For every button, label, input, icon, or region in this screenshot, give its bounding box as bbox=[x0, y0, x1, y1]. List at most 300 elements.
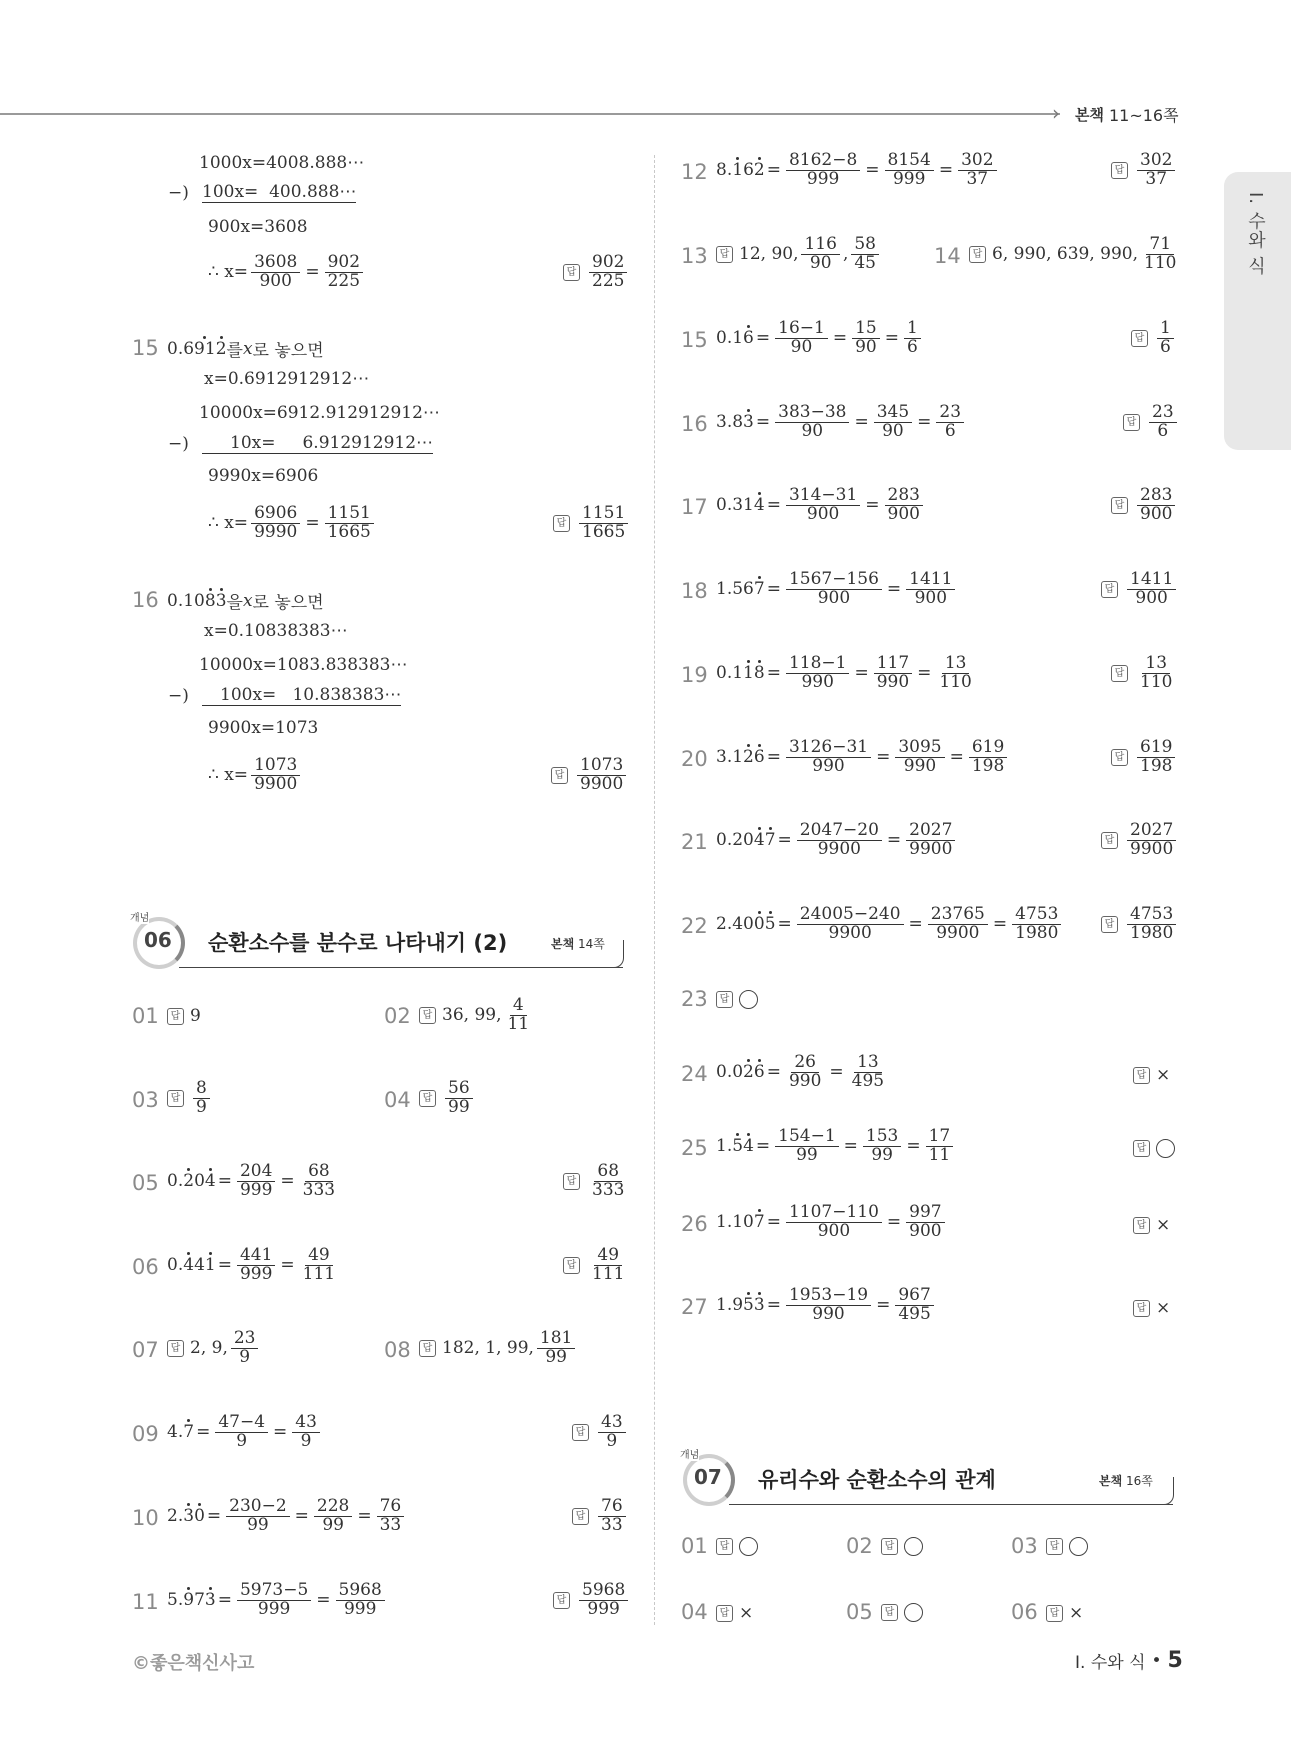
answer-mark-icon: 답 bbox=[1111, 665, 1128, 682]
fraction: $\frac{1953-19}{990}$ bbox=[786, 1287, 871, 1324]
answer-value: × bbox=[1069, 1603, 1084, 1623]
fraction: $\frac{1151}{1665}$ bbox=[325, 505, 374, 542]
repeating-digit: 5 bbox=[732, 1136, 744, 1157]
r-p12-answer bbox=[1111, 152, 1178, 189]
circle-mark-icon bbox=[1156, 1139, 1175, 1158]
fraction: $\frac{228}{99}$ bbox=[314, 1498, 352, 1535]
fraction: $\frac{23}{9}$ bbox=[231, 1330, 259, 1367]
work-line: x=0.6912912912⋯ bbox=[204, 369, 370, 389]
fraction: $\frac{71}{110}$ bbox=[1144, 234, 1177, 273]
fraction: $\frac{314-31}{900}$ bbox=[786, 487, 860, 524]
header-ref-label: 본책 bbox=[1075, 106, 1104, 124]
fraction: $\frac{43}{9}$ bbox=[598, 1414, 626, 1451]
s07-p04-answer bbox=[716, 1603, 753, 1623]
page-number: 5 bbox=[1167, 1648, 1183, 1673]
answer-mark-icon: 답 bbox=[572, 1508, 589, 1525]
section06-ref bbox=[551, 935, 605, 952]
fraction: $\frac{23}{6}$ bbox=[1149, 404, 1177, 441]
header-page-ref bbox=[1075, 103, 1179, 126]
answer-mark-icon: 답 bbox=[969, 246, 986, 263]
fraction: $\frac{154-1}{99}$ bbox=[775, 1128, 839, 1165]
r-p26-answer bbox=[1133, 1215, 1170, 1235]
r-p17-answer bbox=[1111, 487, 1178, 524]
section06-title: 순환소수를 분수로 나타내기 (2) bbox=[208, 931, 508, 955]
repeating-digit: 3 bbox=[204, 1590, 216, 1611]
answer-mark-icon: 답 bbox=[1101, 832, 1118, 849]
r-p16-answer bbox=[1123, 404, 1180, 441]
fraction: $\frac{49}{111}$ bbox=[592, 1245, 625, 1284]
answer-mark-icon: 답 bbox=[563, 1257, 580, 1274]
answer-mark-icon: 답 bbox=[167, 1008, 184, 1025]
s06-p11-answer bbox=[553, 1582, 631, 1619]
answer-mark-icon: 답 bbox=[419, 1340, 436, 1357]
answer-mark-icon: 답 bbox=[1133, 1217, 1150, 1234]
section06-ref-page: 14쪽 bbox=[578, 937, 605, 951]
answer-mark-icon: 답 bbox=[167, 1090, 184, 1107]
problem-number: 07 bbox=[132, 1338, 159, 1362]
work-line: 10000x=6912.912912912⋯ bbox=[199, 403, 440, 423]
fraction: $\frac{1151}{1665}$ bbox=[579, 505, 628, 542]
section06-underline bbox=[179, 967, 623, 968]
left15-line4 bbox=[208, 466, 318, 486]
problem-number: 16 bbox=[681, 412, 708, 436]
repeating-digit: 7 bbox=[764, 830, 776, 851]
repeating-digit: 7 bbox=[183, 1422, 195, 1443]
r-p13-answer: 답 12, 90, $\frac{116}{90}$ , $\frac{58}{45}$ bbox=[716, 236, 882, 273]
section06-header bbox=[130, 913, 627, 971]
problem-number: 25 bbox=[681, 1136, 708, 1160]
fraction: $\frac{116}{90}$ bbox=[801, 236, 839, 273]
repeating-digit: 5 bbox=[764, 914, 776, 935]
footer-chapter: I. 수와 식 bbox=[1075, 1653, 1146, 1673]
s07-p03-answer bbox=[1046, 1537, 1088, 1556]
fraction: $\frac{68}{333}$ bbox=[302, 1161, 336, 1200]
answer-mark-icon: 답 bbox=[1111, 497, 1128, 514]
fraction: $\frac{1}{6}$ bbox=[904, 320, 921, 357]
r-p14-answer bbox=[969, 236, 1182, 273]
column-divider bbox=[654, 155, 655, 1625]
repeating-digit: 3 bbox=[215, 590, 227, 611]
r-p18-answer bbox=[1101, 571, 1179, 608]
section07-ref-label: 본책 bbox=[1099, 1474, 1123, 1488]
r-p27-answer bbox=[1133, 1298, 1170, 1318]
r-p15-work: 0.1 6 = $\frac{16-1}{90}$ = $\frac{15}{90}$ = $\frac{1}{6}$ bbox=[716, 320, 924, 357]
left16-line4 bbox=[208, 718, 318, 738]
s06-p06-answer bbox=[563, 1247, 630, 1284]
repeating-digit: 3 bbox=[743, 412, 754, 433]
fraction: $\frac{15}{90}$ bbox=[852, 320, 880, 357]
answer-mark-icon: 답 bbox=[881, 1538, 898, 1555]
repeating-digit: 91 bbox=[194, 338, 216, 359]
r-p18-work: 1.56 7 = $\frac{1567-156}{900}$ = $\frac{1411}{900}$ bbox=[716, 571, 958, 608]
left15-line2 bbox=[199, 403, 440, 423]
problem-number: 01 bbox=[132, 1004, 159, 1028]
problem-number: 23 bbox=[681, 987, 708, 1011]
subtract-mark: −) bbox=[168, 685, 189, 706]
repeating-digit: 2 bbox=[743, 1062, 754, 1083]
fraction: $\frac{4753}{1980}$ bbox=[1012, 906, 1061, 943]
answer-mark-icon: 답 bbox=[716, 246, 733, 263]
s06-p10-work: 2. 3 0 = $\frac{230-2}{99}$ = $\frac{228}{99}$ = $\frac{76}{33}$ bbox=[167, 1498, 407, 1535]
left15-line5: ∴ x= $\frac{6906}{9990}$ = $\frac{1151}{1665}$ bbox=[208, 505, 377, 542]
fraction: $\frac{118-1}{990}$ bbox=[786, 655, 850, 692]
s07-p02-answer bbox=[881, 1537, 923, 1556]
r-p24-answer bbox=[1133, 1065, 1170, 1085]
fraction: $\frac{76}{33}$ bbox=[598, 1498, 626, 1535]
fraction: $\frac{230-2}{99}$ bbox=[226, 1498, 290, 1535]
s06-p05-answer bbox=[563, 1163, 630, 1200]
s06-p10-answer bbox=[572, 1498, 629, 1535]
problem-number: 21 bbox=[681, 830, 708, 854]
cont-line1 bbox=[199, 153, 364, 173]
r-p25-answer bbox=[1133, 1139, 1175, 1158]
answer-mark-icon: 답 bbox=[419, 1007, 436, 1024]
r-p27-work: 1.9 5 3 = $\frac{1953-19}{990}$ = $\frac{967}{495}$ bbox=[716, 1287, 937, 1324]
fraction: $\frac{17}{11}$ bbox=[926, 1128, 954, 1165]
repeating-digit: 1 bbox=[732, 160, 744, 181]
fraction: $\frac{283}{900}$ bbox=[885, 487, 923, 524]
answer-mark-icon: 답 bbox=[1111, 162, 1128, 179]
fraction: $\frac{68}{333}$ bbox=[592, 1161, 625, 1200]
fraction: $\frac{619}{198}$ bbox=[969, 739, 1007, 776]
answer-value: 182, 1, 99, bbox=[442, 1338, 534, 1359]
fraction: $\frac{13}{110}$ bbox=[939, 653, 972, 692]
s07-p05-answer bbox=[881, 1603, 923, 1622]
fraction: $\frac{302}{37}$ bbox=[1137, 152, 1175, 189]
circle-mark-icon bbox=[1069, 1537, 1088, 1556]
section07-header bbox=[680, 1450, 1178, 1508]
decimal-part: 0.10 bbox=[167, 590, 205, 611]
problem-number: 04 bbox=[384, 1088, 411, 1112]
fraction: $\frac{902}{225}$ bbox=[589, 254, 627, 291]
answer-value: × bbox=[739, 1603, 754, 1623]
problem-number: 03 bbox=[132, 1088, 159, 1112]
problem-number: 05 bbox=[846, 1600, 873, 1624]
left15-line3 bbox=[168, 433, 433, 454]
fraction: $\frac{3126-31}{990}$ bbox=[786, 739, 871, 776]
repeating-digit: 2 bbox=[183, 1171, 195, 1192]
section06-ref-label: 본책 bbox=[551, 937, 575, 951]
problem-number: 06 bbox=[1011, 1600, 1038, 1624]
fraction: $\frac{5968}{999}$ bbox=[579, 1582, 628, 1619]
repeating-digit: 8 bbox=[753, 663, 765, 684]
work-line: 10x= 6.912912912⋯ bbox=[202, 433, 433, 454]
repeating-digit: 7 bbox=[753, 579, 765, 600]
intro-text: 로 놓으면 bbox=[252, 341, 324, 361]
fraction: $\frac{967}{495}$ bbox=[895, 1287, 933, 1324]
fraction: $\frac{5968}{999}$ bbox=[336, 1582, 385, 1619]
cont-line2-text: 100x= 400.888⋯ bbox=[202, 182, 357, 202]
cont-line4-text: ∴ x= bbox=[208, 262, 249, 283]
repeating-digit: 6 bbox=[743, 328, 754, 349]
fraction: $\frac{3095}{990}$ bbox=[895, 739, 944, 776]
r-p19-answer bbox=[1111, 655, 1178, 692]
work-line: ∴ x= bbox=[208, 765, 249, 786]
answer-mark-icon: 답 bbox=[716, 991, 733, 1008]
answer-value: 2, 9, bbox=[190, 1338, 228, 1359]
fraction: $\frac{43}{9}$ bbox=[292, 1414, 320, 1451]
answer-value: 36, 99, bbox=[442, 1005, 502, 1026]
r-p20-answer bbox=[1111, 739, 1178, 776]
section07-ref-page: 16쪽 bbox=[1126, 1474, 1153, 1488]
answer-mark-icon: 답 bbox=[1131, 330, 1148, 347]
header-rule bbox=[0, 113, 1060, 115]
footer-dot: • bbox=[1151, 1650, 1162, 1671]
intro-text: 로 놓으면 bbox=[252, 593, 324, 613]
fraction: $\frac{23}{6}$ bbox=[936, 404, 964, 441]
s06-p07-answer bbox=[167, 1330, 261, 1367]
problem-number: 24 bbox=[681, 1062, 708, 1086]
answer-mark-icon: 답 bbox=[716, 1605, 733, 1622]
problem-number: 02 bbox=[384, 1004, 411, 1028]
repeating-digit: 4 bbox=[743, 1136, 754, 1157]
cont-line3 bbox=[208, 217, 308, 237]
fraction: $\frac{2027}{9900}$ bbox=[1127, 822, 1176, 859]
repeating-digit: 8 bbox=[204, 590, 216, 611]
answer-value: × bbox=[1156, 1298, 1171, 1318]
s06-p02-answer bbox=[419, 997, 535, 1034]
intro-text: 을 bbox=[226, 593, 243, 613]
section07-ref bbox=[1099, 1472, 1153, 1489]
circle-mark-icon bbox=[739, 990, 758, 1009]
cont-line2 bbox=[168, 182, 356, 203]
problem-number: 06 bbox=[132, 1255, 159, 1279]
fraction: $\frac{1107-110}{900}$ bbox=[786, 1204, 882, 1241]
s06-p05-work: 0. 2 0 4 = $\frac{204}{999}$ = $\frac{68}{333}$ bbox=[167, 1163, 341, 1200]
fraction: $\frac{345}{90}$ bbox=[874, 404, 912, 441]
problem-number: 27 bbox=[681, 1295, 708, 1319]
r-p26-work: 1.10 7 = $\frac{1107-110}{900}$ = $\frac{997}{900}$ bbox=[716, 1204, 948, 1241]
s07-p06-answer bbox=[1046, 1603, 1083, 1623]
answer-mark-icon: 답 bbox=[553, 515, 570, 532]
problem-number: 02 bbox=[846, 1534, 873, 1558]
problem-number: 19 bbox=[681, 663, 708, 687]
repeating-digit: 6 bbox=[753, 1062, 765, 1083]
repeating-digit: 6 bbox=[753, 747, 765, 768]
repeating-digit: 2 bbox=[215, 338, 227, 359]
work-line: x=0.10838383⋯ bbox=[204, 621, 348, 641]
work-line: 100x= 10.838383⋯ bbox=[202, 685, 401, 706]
answer-mark-icon: 답 bbox=[1133, 1067, 1150, 1084]
left16-line1 bbox=[204, 621, 348, 641]
fraction: $\frac{4753}{1980}$ bbox=[1127, 906, 1176, 943]
r-p23-answer bbox=[716, 990, 758, 1009]
r-p24-work: 0.0 2 6 = $\frac{26}{990}$ = $\frac{13}{495}$ bbox=[716, 1054, 890, 1091]
chapter-side-tab-label: I. 수와 식 bbox=[1245, 192, 1266, 276]
fraction: $\frac{283}{900}$ bbox=[1137, 487, 1175, 524]
fraction: $\frac{997}{900}$ bbox=[906, 1204, 944, 1241]
fraction: $\frac{1567-156}{900}$ bbox=[786, 571, 882, 608]
footer-chapter-group bbox=[1075, 1648, 1183, 1673]
repeating-digit: 2 bbox=[743, 747, 754, 768]
fraction: $\frac{13}{495}$ bbox=[851, 1052, 885, 1091]
cont-line1-text: 1000x=4008.888⋯ bbox=[199, 153, 365, 173]
r-p16-work: 3.8 3 = $\frac{383-38}{90}$ = $\frac{345}{90}$ = $\frac{23}{6}$ bbox=[716, 404, 967, 441]
intro-text: 를 bbox=[226, 341, 243, 361]
problem-number: 14 bbox=[934, 244, 961, 268]
r-p15-answer bbox=[1131, 320, 1177, 357]
answer-value: 12, 90, bbox=[739, 244, 799, 265]
fraction: $\frac{2027}{9900}$ bbox=[906, 822, 955, 859]
repeating-digit: 0 bbox=[753, 914, 765, 935]
answer-mark-icon: 답 bbox=[1111, 749, 1128, 766]
answer-mark-icon: 답 bbox=[1046, 1605, 1063, 1622]
fraction: $\frac{3608}{900}$ bbox=[251, 254, 300, 291]
repeating-digit: 3 bbox=[183, 1506, 195, 1527]
problem-number: 10 bbox=[132, 1506, 159, 1530]
answer-mark-icon: 답 bbox=[419, 1090, 436, 1107]
r-p21-work: 0.20 4 7 = $\frac{2047-20}{9900}$ = $\frac{2027}{9900}$ bbox=[716, 822, 958, 859]
left15-intro bbox=[167, 336, 324, 361]
r-p20-work: 3.1 2 6 = $\frac{3126-31}{990}$ = $\frac{3095}{990}$ = $\frac{619}{198}$ bbox=[716, 739, 1010, 776]
repeating-digit: 4 bbox=[753, 495, 765, 516]
r-p22-answer bbox=[1101, 906, 1179, 943]
left16-line5 bbox=[208, 757, 303, 794]
problem-number: 26 bbox=[681, 1212, 708, 1236]
fraction: $\frac{302}{37}$ bbox=[958, 152, 996, 189]
work-line: 10000x=1083.838383⋯ bbox=[199, 655, 408, 675]
section06-number: 06 bbox=[144, 928, 172, 952]
left16-line3 bbox=[168, 685, 401, 706]
answer-mark-icon: 답 bbox=[1133, 1140, 1150, 1157]
section07-tag: 개념 bbox=[680, 1446, 699, 1461]
answer-mark-icon: 답 bbox=[881, 1604, 898, 1621]
problem-number: 05 bbox=[132, 1171, 159, 1195]
answer-mark-icon: 답 bbox=[1101, 916, 1118, 933]
left15-answer bbox=[553, 505, 631, 542]
s06-p01-answer bbox=[167, 1006, 201, 1026]
s06-p09-answer bbox=[572, 1414, 629, 1451]
cont-line4: ∴ x= $\frac{3608}{900}$ = $\frac{902}{225}$ bbox=[208, 254, 366, 291]
fraction: $\frac{4}{11}$ bbox=[507, 995, 530, 1034]
fraction: $\frac{8154}{999}$ bbox=[885, 152, 934, 189]
fraction: $\frac{8162-8}{999}$ bbox=[786, 152, 860, 189]
answer-mark-icon: 답 bbox=[1133, 1300, 1150, 1317]
fraction: $\frac{5973-5}{999}$ bbox=[237, 1582, 311, 1619]
s06-p06-work: 0. 4 4 1 = $\frac{441}{999}$ = $\frac{49}{111}$ bbox=[167, 1247, 341, 1284]
problem-number: 12 bbox=[681, 160, 708, 184]
decimal-part: 0.6 bbox=[167, 338, 195, 359]
repeating-digit: 4 bbox=[753, 830, 765, 851]
fraction: $\frac{1411}{900}$ bbox=[906, 571, 955, 608]
answer-mark-icon: 답 bbox=[563, 264, 580, 281]
answer-mark-icon: 답 bbox=[551, 767, 568, 784]
problem-number: 18 bbox=[681, 579, 708, 603]
repeating-digit: 2 bbox=[753, 160, 765, 181]
s07-p01-answer bbox=[716, 1537, 758, 1556]
answer-mark-icon: 답 bbox=[1046, 1538, 1063, 1555]
cont-answer bbox=[563, 254, 630, 291]
variable: x bbox=[242, 590, 253, 611]
s06-p09-work: 4. 7 = $\frac{47-4}{9}$ = $\frac{43}{9}$ bbox=[167, 1414, 323, 1451]
header-arrow-icon: › bbox=[1052, 101, 1060, 125]
footer-brand: ©좋은책신사고 bbox=[132, 1653, 255, 1674]
fraction: $\frac{8}{9}$ bbox=[193, 1080, 210, 1117]
circle-mark-icon bbox=[904, 1603, 923, 1622]
subtract-mark: −) bbox=[168, 433, 189, 454]
problem-number: 11 bbox=[132, 1590, 159, 1614]
repeating-digit: 3 bbox=[753, 1295, 765, 1316]
left15-line1 bbox=[204, 369, 369, 389]
fraction: $\frac{902}{225}$ bbox=[325, 254, 363, 291]
problem-number: 04 bbox=[681, 1600, 708, 1624]
r-p19-work: 0.1 1 8 = $\frac{118-1}{990}$ = $\frac{117}{990}$ = $\frac{13}{110}$ bbox=[716, 655, 978, 692]
problem-number: 16 bbox=[132, 588, 159, 612]
answer-value: × bbox=[1156, 1065, 1171, 1085]
section07-number: 07 bbox=[694, 1465, 722, 1489]
fraction: $\frac{47-4}{9}$ bbox=[215, 1414, 268, 1451]
answer-mark-icon: 답 bbox=[1101, 581, 1118, 598]
repeating-digit: 1 bbox=[743, 663, 754, 684]
fraction: $\frac{1}{6}$ bbox=[1157, 320, 1174, 357]
repeating-digit: 4 bbox=[183, 1255, 195, 1276]
fraction: $\frac{153}{99}$ bbox=[863, 1128, 901, 1165]
section07-underline bbox=[729, 1504, 1173, 1505]
work-line: ∴ x= bbox=[208, 513, 249, 534]
s06-p08-answer bbox=[419, 1330, 578, 1367]
fraction: $\frac{619}{198}$ bbox=[1137, 739, 1175, 776]
fraction: $\frac{204}{999}$ bbox=[237, 1163, 275, 1200]
problem-number: 15 bbox=[681, 328, 708, 352]
fraction: $\frac{1073}{9900}$ bbox=[251, 757, 300, 794]
left16-intro bbox=[167, 588, 324, 613]
fraction: $\frac{23765}{9900}$ bbox=[928, 906, 988, 943]
answer-value: × bbox=[1156, 1215, 1171, 1235]
r-p17-work: 0.31 4 = $\frac{314-31}{900}$ = $\frac{283}{900}$ bbox=[716, 487, 926, 524]
fraction: $\frac{2047-20}{9900}$ bbox=[797, 822, 882, 859]
cont-line3-text: 900x=3608 bbox=[208, 217, 308, 237]
fraction: $\frac{6906}{9990}$ bbox=[251, 505, 300, 542]
problem-number: 20 bbox=[681, 747, 708, 771]
repeating-digit: 5 bbox=[743, 1295, 754, 1316]
section06-bracket bbox=[609, 940, 624, 968]
fraction: $\frac{26}{990}$ bbox=[788, 1052, 822, 1091]
fraction: $\frac{181}{99}$ bbox=[537, 1330, 575, 1367]
section07-bracket bbox=[1159, 1477, 1174, 1505]
repeating-digit: 4 bbox=[204, 1171, 216, 1192]
fraction: $\frac{16-1}{90}$ bbox=[775, 320, 828, 357]
answer-mark-icon: 답 bbox=[553, 1592, 570, 1609]
answer-value: 6, 990, 639, 990, bbox=[992, 244, 1138, 265]
problem-number: 03 bbox=[1011, 1534, 1038, 1558]
fraction: $\frac{24005-240}{9900}$ bbox=[797, 906, 904, 943]
answer-mark-icon: 답 bbox=[167, 1340, 184, 1357]
repeating-digit: 0 bbox=[194, 1506, 205, 1527]
fraction: $\frac{441}{999}$ bbox=[237, 1247, 275, 1284]
problem-number: 08 bbox=[384, 1338, 411, 1362]
repeating-digit: 9 bbox=[183, 1590, 195, 1611]
variable: x bbox=[242, 338, 253, 359]
fraction: $\frac{76}{33}$ bbox=[377, 1498, 405, 1535]
circle-mark-icon bbox=[904, 1537, 923, 1556]
answer-mark-icon: 답 bbox=[563, 1173, 580, 1190]
subtract-mark: −) bbox=[168, 182, 189, 203]
r-p25-work: 1. 5 4 = $\frac{154-1}{99}$ = $\frac{153}{99}$ = $\frac{17}{11}$ bbox=[716, 1128, 956, 1165]
circle-mark-icon bbox=[739, 1537, 758, 1556]
fraction: $\frac{58}{45}$ bbox=[851, 236, 879, 273]
answer-mark-icon: 답 bbox=[572, 1424, 589, 1441]
fraction: $\frac{13}{110}$ bbox=[1140, 653, 1173, 692]
problem-number: 15 bbox=[132, 336, 159, 360]
problem-number: 13 bbox=[681, 244, 708, 268]
r-p21-answer bbox=[1101, 822, 1179, 859]
answer-mark-icon: 답 bbox=[716, 1538, 733, 1555]
fraction: $\frac{1411}{900}$ bbox=[1127, 571, 1176, 608]
fraction: $\frac{56}{99}$ bbox=[445, 1080, 473, 1117]
fraction: $\frac{383-38}{90}$ bbox=[775, 404, 849, 441]
r-p22-work: 2.40 0 5 = $\frac{24005-240}{9900}$ = $\frac{23765}{9900}$ = $\frac{4753}{1980}$ bbox=[716, 906, 1064, 943]
fraction: $\frac{49}{111}$ bbox=[302, 1245, 336, 1284]
